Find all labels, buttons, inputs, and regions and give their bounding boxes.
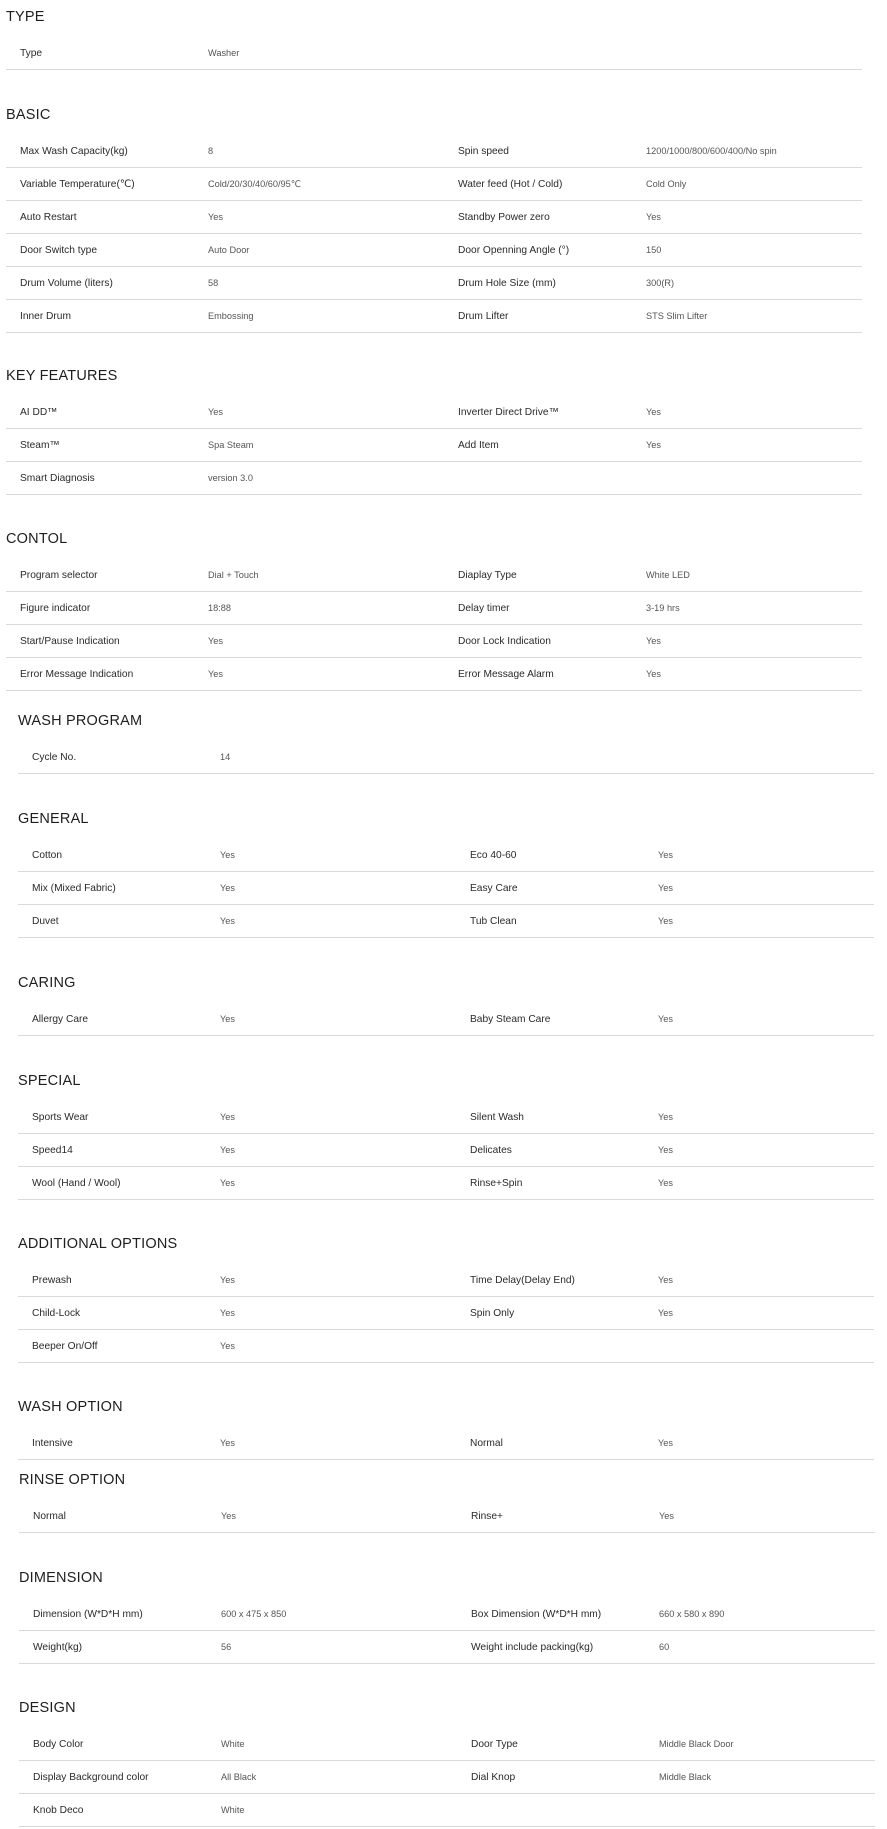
spec-value: Yes — [659, 1511, 674, 1521]
spec-label: Program selector — [20, 570, 98, 581]
spec-label: Error Message Indication — [20, 669, 134, 680]
spec-row — [18, 1101, 874, 1134]
spec-label: Beeper On/Off — [32, 1341, 98, 1352]
spec-table — [6, 396, 862, 495]
section-title: BASIC — [6, 107, 51, 123]
spec-table — [18, 839, 874, 938]
section-title: TYPE — [6, 9, 45, 25]
spec-value: Yes — [220, 1112, 235, 1122]
spec-value: 150 — [646, 245, 662, 255]
spec-label: Standby Power zero — [458, 212, 550, 223]
spec-label: Door Openning Angle (°) — [458, 245, 570, 256]
spec-value: 1200/1000/800/600/400/No spin — [646, 146, 777, 156]
spec-value: White LED — [646, 570, 690, 580]
spec-value: Yes — [646, 636, 661, 646]
spec-row — [19, 1728, 875, 1761]
spec-row — [18, 1003, 874, 1036]
section-title: KEY FEATURES — [6, 368, 118, 384]
spec-value: Cold Only — [646, 179, 687, 189]
spec-value: Yes — [221, 1511, 236, 1521]
spec-value: Embossing — [208, 311, 254, 321]
spec-label: Steam™ — [20, 440, 60, 451]
spec-label: Door Type — [471, 1739, 518, 1750]
spec-label: Door Lock Indication — [458, 636, 551, 647]
spec-label: Rinse+ — [471, 1511, 503, 1522]
section-title: ADDITIONAL OPTIONS — [18, 1236, 178, 1252]
spec-value: Yes — [220, 1145, 235, 1155]
spec-value: Yes — [658, 1275, 673, 1285]
spec-label: Weight include packing(kg) — [471, 1642, 594, 1653]
spec-value: Yes — [220, 1014, 235, 1024]
spec-label: Body Color — [33, 1739, 84, 1750]
spec-value: White — [221, 1739, 245, 1749]
spec-value: Yes — [658, 916, 673, 926]
spec-label: Spin Only — [470, 1308, 515, 1319]
spec-label: Display Background color — [33, 1772, 149, 1783]
spec-row — [18, 1134, 874, 1167]
spec-label: Normal — [470, 1438, 503, 1449]
spec-value: Yes — [208, 636, 223, 646]
section-title: CARING — [18, 975, 76, 991]
spec-row — [19, 1631, 875, 1664]
spec-label: Figure indicator — [20, 603, 91, 614]
spec-label: Easy Care — [470, 883, 518, 894]
spec-label: Spin speed — [458, 146, 509, 157]
spec-label: Auto Restart — [20, 212, 77, 223]
spec-label: Max Wash Capacity(kg) — [20, 146, 128, 157]
spec-label: Dimension (W*D*H mm) — [33, 1609, 143, 1620]
spec-table — [19, 1500, 875, 1533]
spec-value: 600 x 475 x 850 — [221, 1609, 287, 1619]
spec-table — [19, 1728, 875, 1827]
spec-row — [18, 1297, 874, 1330]
spec-value: Yes — [220, 883, 235, 893]
spec-label: Type — [20, 48, 43, 59]
spec-value: Yes — [220, 1438, 235, 1448]
spec-row — [19, 1500, 875, 1533]
spec-row — [6, 625, 862, 658]
spec-value: Yes — [646, 440, 661, 450]
spec-row — [18, 1264, 874, 1297]
spec-value: Yes — [208, 212, 223, 222]
spec-label: Door Switch type — [20, 245, 98, 256]
section-title: DIMENSION — [19, 1570, 103, 1586]
spec-label: Normal — [33, 1511, 66, 1522]
spec-label: Cotton — [32, 850, 63, 861]
spec-value: Yes — [220, 1178, 235, 1188]
spec-label: Inner Drum — [20, 311, 71, 322]
spec-label: Diaplay Type — [458, 570, 517, 581]
spec-label: Delay timer — [458, 603, 510, 614]
spec-row — [6, 168, 862, 201]
spec-label: Allergy Care — [32, 1014, 89, 1025]
spec-value: 60 — [659, 1642, 670, 1652]
spec-value: Yes — [646, 212, 661, 222]
spec-value: Middle Black Door — [659, 1739, 734, 1749]
spec-row — [6, 592, 862, 625]
spec-label: Weight(kg) — [33, 1642, 83, 1653]
spec-row — [19, 1598, 875, 1631]
spec-row — [6, 462, 862, 495]
spec-row — [6, 396, 862, 429]
spec-table — [19, 1598, 875, 1664]
section-title: CONTOL — [6, 531, 68, 547]
spec-value: Yes — [658, 1145, 673, 1155]
spec-row — [18, 1167, 874, 1200]
spec-label: Silent Wash — [470, 1112, 524, 1123]
spec-value: Yes — [220, 850, 235, 860]
spec-value: 14 — [220, 752, 231, 762]
spec-table — [6, 135, 862, 333]
spec-row — [19, 1761, 875, 1794]
spec-label: Smart Diagnosis — [20, 473, 95, 484]
spec-row — [6, 201, 862, 234]
spec-label: Wool (Hand / Wool) — [32, 1178, 121, 1189]
spec-table — [18, 1427, 874, 1460]
spec-label: Time Delay(Delay End) — [470, 1275, 575, 1286]
section-title: DESIGN — [19, 1700, 76, 1716]
spec-label: Child-Lock — [32, 1308, 81, 1319]
spec-label: Tub Clean — [470, 916, 517, 927]
spec-label: Intensive — [32, 1438, 73, 1449]
spec-row — [6, 300, 862, 333]
spec-row — [6, 135, 862, 168]
spec-value: Yes — [658, 850, 673, 860]
spec-label: Drum Volume (liters) — [20, 278, 113, 289]
spec-label: Inverter Direct Drive™ — [458, 407, 559, 418]
spec-label: Mix (Mixed Fabric) — [32, 883, 116, 894]
spec-table — [6, 559, 862, 691]
spec-label: Eco 40-60 — [470, 850, 517, 861]
spec-value: 8 — [208, 146, 214, 156]
spec-row — [6, 658, 862, 691]
spec-label: Add Item — [458, 440, 499, 451]
spec-table — [18, 1101, 874, 1200]
spec-value: Yes — [220, 916, 235, 926]
spec-label: Prewash — [32, 1275, 72, 1286]
spec-label: Duvet — [32, 916, 59, 927]
spec-value: White — [221, 1805, 245, 1815]
spec-value: Yes — [208, 669, 223, 679]
spec-value: 18:88 — [208, 603, 231, 613]
spec-table — [6, 37, 862, 70]
spec-label: AI DD™ — [20, 407, 58, 418]
spec-row — [18, 741, 874, 774]
spec-row — [6, 267, 862, 300]
spec-value: 300(R) — [646, 278, 675, 288]
spec-value: All Black — [221, 1772, 257, 1782]
spec-table — [18, 1003, 874, 1036]
section-title: WASH OPTION — [18, 1399, 123, 1415]
spec-row — [6, 559, 862, 592]
spec-row — [18, 872, 874, 905]
spec-table — [18, 1264, 874, 1363]
spec-value: Yes — [220, 1275, 235, 1285]
spec-value: Dial + Touch — [208, 570, 259, 580]
spec-row — [18, 905, 874, 938]
spec-value: Yes — [646, 669, 661, 679]
spec-label: Cycle No. — [32, 752, 77, 763]
spec-row — [6, 234, 862, 267]
spec-value: Middle Black — [659, 1772, 712, 1782]
spec-label: Error Message Alarm — [458, 669, 554, 680]
spec-value: Yes — [658, 1112, 673, 1122]
spec-row — [19, 1794, 875, 1827]
spec-label: Speed14 — [32, 1145, 73, 1156]
spec-value: Yes — [208, 407, 223, 417]
spec-value: Yes — [658, 1438, 673, 1448]
spec-label: Drum Lifter — [458, 311, 509, 322]
spec-label: Drum Hole Size (mm) — [458, 278, 556, 289]
section-title: RINSE OPTION — [19, 1472, 126, 1488]
spec-value: Spa Steam — [208, 440, 254, 450]
spec-value: Yes — [658, 1178, 673, 1188]
spec-value: 3-19 hrs — [646, 603, 680, 613]
spec-label: Baby Steam Care — [470, 1014, 551, 1025]
spec-value: Yes — [220, 1308, 235, 1318]
spec-label: Water feed (Hot / Cold) — [458, 179, 563, 190]
spec-row — [6, 429, 862, 462]
spec-value: 660 x 580 x 890 — [659, 1609, 725, 1619]
section-title: SPECIAL — [18, 1073, 81, 1089]
spec-value: Yes — [658, 1308, 673, 1318]
spec-label: Rinse+Spin — [470, 1178, 523, 1189]
spec-value: Yes — [658, 883, 673, 893]
spec-value: Yes — [220, 1341, 235, 1351]
spec-label: Sports Wear — [32, 1112, 89, 1123]
spec-value: Washer — [208, 48, 240, 58]
spec-value: Auto Door — [208, 245, 250, 255]
spec-value: Yes — [658, 1014, 673, 1024]
spec-value: version 3.0 — [208, 473, 253, 483]
spec-row — [18, 839, 874, 872]
section-title: GENERAL — [18, 811, 89, 827]
spec-row — [18, 1330, 874, 1363]
spec-row — [6, 37, 862, 70]
spec-label: Dial Knop — [471, 1772, 516, 1783]
spec-value: STS Slim Lifter — [646, 311, 708, 321]
spec-value: Cold/20/30/40/60/95℃ — [208, 179, 302, 189]
spec-label: Delicates — [470, 1145, 512, 1156]
spec-value: 58 — [208, 278, 219, 288]
section-title: WASH PROGRAM — [18, 713, 143, 729]
spec-table — [18, 741, 874, 774]
spec-label: Start/Pause Indication — [20, 636, 120, 647]
spec-label: Variable Temperature(℃) — [20, 179, 135, 190]
spec-label: Box Dimension (W*D*H mm) — [471, 1609, 602, 1620]
spec-label: Knob Deco — [33, 1805, 84, 1816]
spec-value: 56 — [221, 1642, 232, 1652]
spec-row — [18, 1427, 874, 1460]
spec-value: Yes — [646, 407, 661, 417]
